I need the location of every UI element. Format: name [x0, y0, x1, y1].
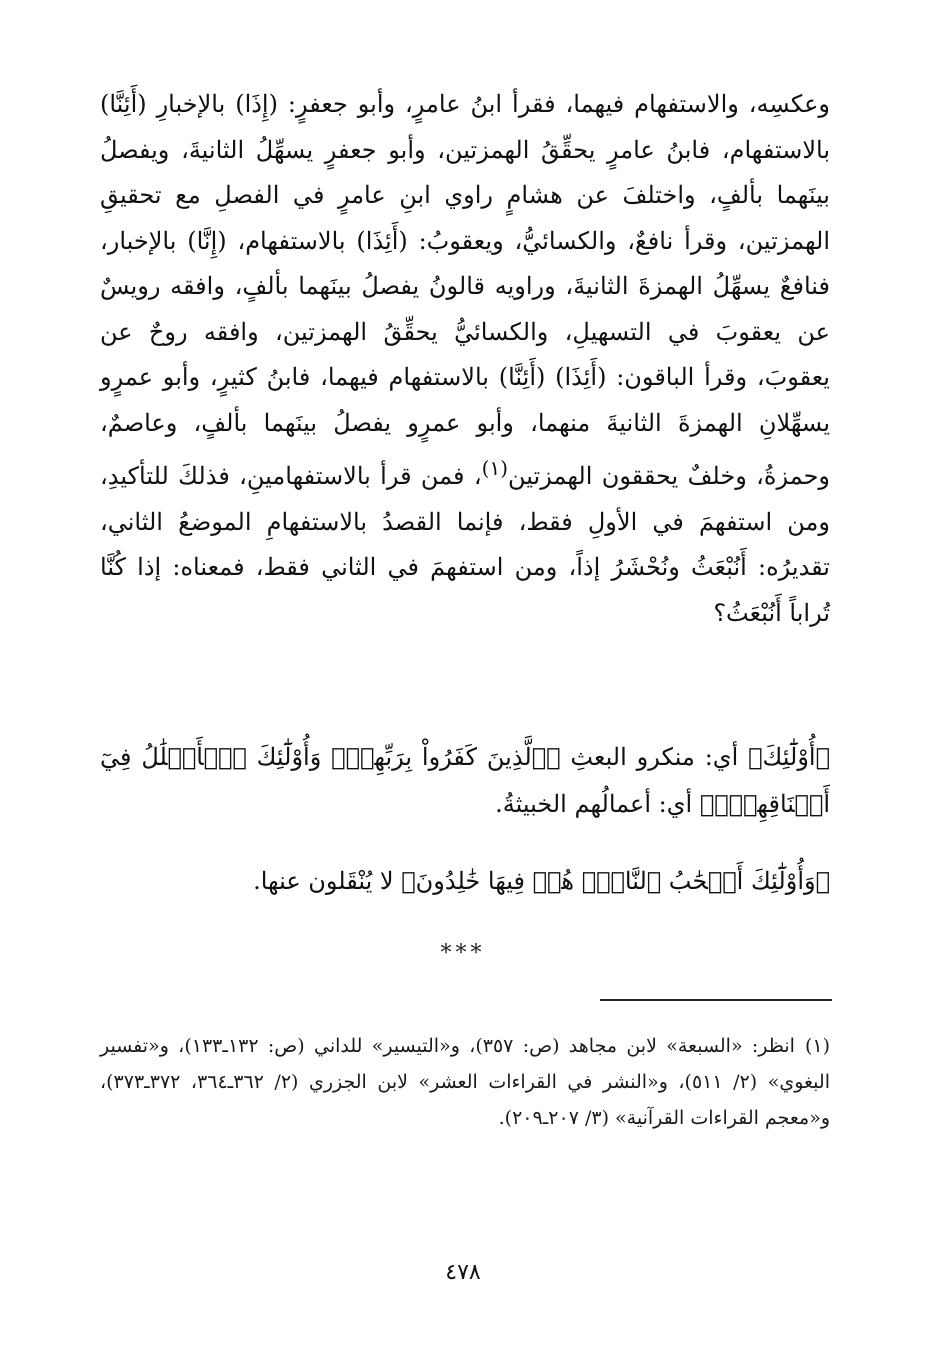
body-paragraph — [100, 82, 830, 636]
ornate-bracket-close: ﴾ — [748, 743, 763, 771]
ornate-bracket-open: ﴿ — [546, 743, 561, 771]
footnote — [100, 1028, 830, 1136]
quran-text: وَأُوْلَٰٓئِكَ أَصۡحَٰبُ ٱلنَّارِۖ هُمۡ فِيهَا خَٰلِدُونَ — [415, 867, 816, 895]
ornate-bracket-close: ﴾ — [401, 867, 416, 895]
section-separator: *** — [440, 941, 486, 966]
footnote-marker[interactable]: (١) — [481, 456, 509, 480]
paragraph-text: وعكسِه، والاستفهام فيهما، فقرأ ابنُ عامرٍ، وأبو جعفرٍ: (إِذَا) بالإخبارِ (أَئِنَّا) بالاستفهام، فابنُ عامرٍ يحقِّقُ الهمزتين، وأبو جعفرٍ يسهِّلُ الثانيةَ، ويفصلُ بينَهما بألفٍ، واختلفَ عن هشامٍ راوي ابنِ عامرٍ في الفصلِ مع تحقيقِ الهمزتين، وقرأ نافعٌ، والكسائيُّ، ويعقوبُ: (أَئِذَا) بالاستفهام، (إِنَّا) بالإخبار، فنافعٌ يسهِّلُ الهمزةَ الثانيةَ، وراويه قالونُ يفصلُ بينَهما بألفٍ، وافقه رويسٌ عن يعقوبَ في التسهيلِ، والكسائيُّ يحقِّقُ الهمزتين، وافقه روحٌ عن يعقوبَ، وقرأ الباقون: (أَئِذَا) (أَئِنَّا) بالاستفهام فيهما، فابنُ كثيرٍ، وأبو عمرٍو يسهِّلانِ الهمزةَ الثانيةَ منهما، وأبو عمرٍو يفصلُ بينَهما بألفٍ، وعاصمٌ، وحمزةُ، وخلفٌ يحققون الهمزتين — [100, 90, 830, 490]
footnote-number: (١) — [804, 1035, 831, 1057]
ornate-bracket-close: ﴾ — [699, 790, 715, 818]
quran-text: ٱلَّذِينَ كَفَرُواْ بِرَبِّهِمۡۖ وَأُوْلَٰٓئِكَ ٱلۡأَغۡلَٰلُ فِيٓ أَعۡنَاقِهِمۡۖ — [100, 743, 830, 818]
commentary-text: أي: منكرو البعثِ — [560, 743, 749, 771]
page-number: ٤٧٨ — [445, 1260, 481, 1285]
paragraph-text-continued: ، فمن قرأ بالاستفهامينِ، فذلكَ للتأكيدِ، ومن استفهمَ في الأولِ فقط، فإنما القصدُ بالاستفهامِ الموضعُ الثاني، تقديرُه: أَنُبْعَثُ ونُحْشَرُ إذاً، ومن استفهمَ في الثاني فقط، فمعناه: إذا كُنَّا تُراباً أَنُبْعَثُ؟ — [100, 462, 830, 627]
commentary-text: أي: أعمالُهم الخبيثةُ. — [495, 790, 700, 818]
footnote-divider — [600, 999, 832, 1001]
quran-text: أُوْلَٰٓئِكَ — [762, 743, 816, 771]
commentary-text: لا يُنْقَلون عنها. — [253, 867, 402, 895]
verse-paragraph-1 — [100, 734, 830, 828]
ornate-bracket-open: ﴿ — [815, 743, 830, 771]
main-text — [100, 82, 830, 636]
verse-paragraph-2 — [100, 858, 830, 905]
footnote-text: انظر: «السبعة» لابن مجاهد (ص: ٣٥٧)، و«التيسير» للداني (ص: ١٣٢ـ١٣٣)، و«تفسير البغوي» (٢/ ٥١١)، و«النشر في القراءات العشر» لابن الجزري (٢/ ٣٦٢ـ٣٦٤، ٣٧٢ـ٣٧٣)، و«معجم القراءات القرآنية» (٣/ ٢٠٧ـ٢٠٩). — [100, 1035, 830, 1129]
ornate-bracket-open: ﴿ — [815, 867, 830, 895]
